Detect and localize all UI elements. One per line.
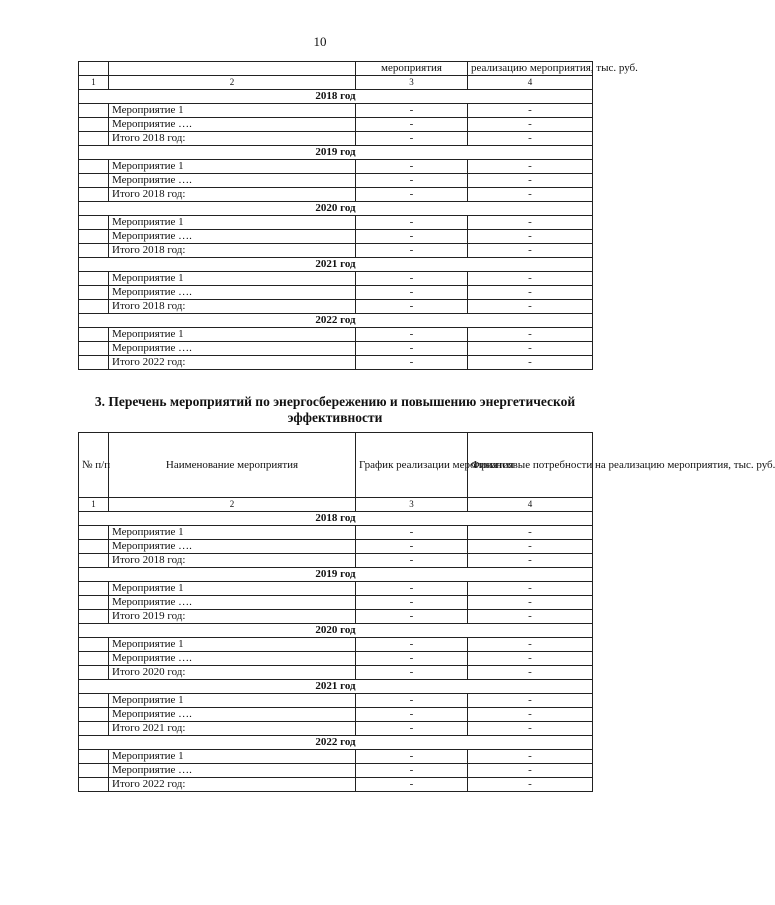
finance-value: - [468, 286, 593, 300]
event-name: Мероприятие 1 [109, 272, 356, 286]
event-name: Мероприятие 1 [109, 582, 356, 596]
row-number-cell [79, 596, 109, 610]
table-row [79, 764, 593, 778]
finance-value: - [468, 272, 593, 286]
finance-value: - [468, 722, 593, 736]
event-name: Мероприятие …. [109, 286, 356, 300]
row-number-cell [79, 540, 109, 554]
row-number-cell [79, 300, 109, 314]
header-cell-schedule: График реализации мероприятия [356, 433, 468, 498]
schedule-value: - [356, 104, 468, 118]
row-number-cell [79, 118, 109, 132]
event-name: Мероприятие …. [109, 540, 356, 554]
year-row [79, 568, 593, 582]
schedule-value: - [356, 328, 468, 342]
row-number-cell [79, 708, 109, 722]
schedule-value: - [356, 132, 468, 146]
column-number: 4 [468, 498, 593, 512]
row-number-cell [79, 132, 109, 146]
table-row [79, 286, 593, 300]
table-row [79, 272, 593, 286]
table-row [79, 244, 593, 258]
row-number-cell [79, 610, 109, 624]
finance-value: - [468, 750, 593, 764]
row-number-cell [79, 778, 109, 792]
year-heading: 2019 год [79, 568, 593, 582]
table-row [79, 174, 593, 188]
year-row [79, 90, 593, 104]
event-name: Мероприятие 1 [109, 160, 356, 174]
finance-value: - [468, 778, 593, 792]
schedule-value: - [356, 666, 468, 680]
event-name: Мероприятие 1 [109, 328, 356, 342]
year-row [79, 680, 593, 694]
row-number-cell [79, 764, 109, 778]
table-row [79, 356, 593, 370]
column-number: 3 [356, 498, 468, 512]
year-heading: 2018 год [79, 512, 593, 526]
schedule-value: - [356, 652, 468, 666]
year-heading: 2020 год [79, 624, 593, 638]
header-cell-name: Наименование мероприятия [109, 433, 356, 498]
event-name: Мероприятие …. [109, 342, 356, 356]
year-heading: 2018 год [79, 90, 593, 104]
table-row [79, 300, 593, 314]
total-label: Итого 2018 год: [109, 188, 356, 202]
row-number-cell [79, 638, 109, 652]
finance-value: - [468, 188, 593, 202]
table-row [79, 554, 593, 568]
column-number: 2 [109, 76, 356, 90]
year-heading: 2022 год [79, 736, 593, 750]
table-row [79, 722, 593, 736]
finance-value: - [468, 132, 593, 146]
event-name: Мероприятие 1 [109, 526, 356, 540]
finance-value: - [468, 244, 593, 258]
row-number-cell [79, 160, 109, 174]
event-name: Мероприятие …. [109, 764, 356, 778]
table-row [79, 540, 593, 554]
table-row [79, 750, 593, 764]
finance-value: - [468, 328, 593, 342]
table-row [79, 708, 593, 722]
energy-saving-events-table [78, 432, 775, 792]
table-row [79, 118, 593, 132]
event-name: Мероприятие …. [109, 118, 356, 132]
event-name: Мероприятие …. [109, 652, 356, 666]
schedule-value: - [356, 554, 468, 568]
schedule-value: - [356, 356, 468, 370]
schedule-value: - [356, 694, 468, 708]
total-label: Итого 2022 год: [109, 778, 356, 792]
total-label: Итого 2022 год: [109, 356, 356, 370]
finance-value: - [468, 652, 593, 666]
schedule-value: - [356, 174, 468, 188]
table-row [79, 610, 593, 624]
schedule-value: - [356, 216, 468, 230]
table-row [79, 526, 593, 540]
finance-value: - [468, 174, 593, 188]
column-number: 2 [109, 498, 356, 512]
event-name: Мероприятие 1 [109, 750, 356, 764]
event-name: Мероприятие 1 [109, 104, 356, 118]
schedule-value: - [356, 540, 468, 554]
finance-value: - [468, 666, 593, 680]
year-row [79, 146, 593, 160]
finance-value: - [468, 230, 593, 244]
year-row [79, 202, 593, 216]
header-cell-finance: Финансовые потребности на реализацию мероприятия, тыс. руб. [468, 433, 593, 498]
column-number: 3 [356, 76, 468, 90]
row-number-cell [79, 582, 109, 596]
header-cell-name [109, 62, 356, 76]
event-name: Мероприятие …. [109, 230, 356, 244]
row-number-cell [79, 174, 109, 188]
finance-value: - [468, 554, 593, 568]
schedule-value: - [356, 638, 468, 652]
section-heading: 3. Перечень мероприятий по энергосбережению и повышению энергетической эффективности [94, 394, 576, 426]
row-number-cell [79, 328, 109, 342]
schedule-value: - [356, 118, 468, 132]
year-row [79, 258, 593, 272]
event-name: Мероприятие 1 [109, 694, 356, 708]
year-heading: 2021 год [79, 680, 593, 694]
row-number-cell [79, 272, 109, 286]
year-heading: 2020 год [79, 202, 593, 216]
event-name: Мероприятие 1 [109, 638, 356, 652]
schedule-value: - [356, 722, 468, 736]
schedule-value: - [356, 272, 468, 286]
schedule-value: - [356, 708, 468, 722]
table-row [79, 582, 593, 596]
energy-saving-events-table-body [79, 433, 775, 792]
table-row [79, 104, 593, 118]
row-number-cell [79, 356, 109, 370]
schedule-value: - [356, 230, 468, 244]
finance-value: - [468, 356, 593, 370]
total-label: Итого 2018 год: [109, 132, 356, 146]
finance-value: - [468, 708, 593, 722]
column-number: 4 [468, 76, 593, 90]
schedule-value: - [356, 300, 468, 314]
year-heading: 2021 год [79, 258, 593, 272]
total-label: Итого 2021 год: [109, 722, 356, 736]
total-label: Итого 2018 год: [109, 554, 356, 568]
table-row [79, 328, 593, 342]
schedule-value: - [356, 188, 468, 202]
year-heading: 2022 год [79, 314, 593, 328]
finance-value: - [468, 342, 593, 356]
schedule-value: - [356, 342, 468, 356]
event-name: Мероприятие 1 [109, 216, 356, 230]
finance-value: - [468, 638, 593, 652]
schedule-value: - [356, 778, 468, 792]
table-row [79, 132, 593, 146]
year-row [79, 512, 593, 526]
finance-value: - [468, 582, 593, 596]
finance-value: - [468, 160, 593, 174]
event-name: Мероприятие …. [109, 708, 356, 722]
row-number-cell [79, 652, 109, 666]
schedule-value: - [356, 160, 468, 174]
finance-value: - [468, 694, 593, 708]
event-name: Мероприятие …. [109, 174, 356, 188]
event-name: Мероприятие …. [109, 596, 356, 610]
row-number-cell [79, 750, 109, 764]
row-number-cell [79, 666, 109, 680]
finance-value: - [468, 104, 593, 118]
row-number-cell [79, 694, 109, 708]
schedule-value: - [356, 244, 468, 258]
events-table-continued [78, 61, 638, 370]
column-number-row [79, 76, 593, 90]
row-number-cell [79, 104, 109, 118]
row-number-cell [79, 286, 109, 300]
finance-value: - [468, 526, 593, 540]
finance-value: - [468, 610, 593, 624]
row-number-cell [79, 526, 109, 540]
row-number-cell [79, 230, 109, 244]
schedule-value: - [356, 596, 468, 610]
column-number: 1 [79, 498, 109, 512]
header-cell-schedule: мероприятия [356, 62, 468, 76]
schedule-value: - [356, 526, 468, 540]
page-number: 10 [313, 34, 327, 49]
total-label: Итого 2018 год: [109, 244, 356, 258]
header-cell-number: № п/п [79, 433, 109, 498]
header-cell-number [79, 62, 109, 76]
table-row [79, 160, 593, 174]
year-row [79, 314, 593, 328]
schedule-value: - [356, 610, 468, 624]
table-row [79, 666, 593, 680]
table-row [79, 778, 593, 792]
year-row [79, 624, 593, 638]
finance-value: - [468, 216, 593, 230]
total-label: Итого 2019 год: [109, 610, 356, 624]
schedule-value: - [356, 764, 468, 778]
events-table-continued-body [79, 62, 638, 370]
table-header-row [79, 62, 593, 76]
row-number-cell [79, 342, 109, 356]
row-number-cell [79, 216, 109, 230]
table-row [79, 230, 593, 244]
table-row [79, 652, 593, 666]
table-row [79, 694, 593, 708]
finance-value: - [468, 118, 593, 132]
column-number: 1 [79, 76, 109, 90]
table-row [79, 342, 593, 356]
year-row [79, 736, 593, 750]
finance-value: - [468, 764, 593, 778]
year-heading: 2019 год [79, 146, 593, 160]
table-row [79, 638, 593, 652]
table-header-row [79, 433, 593, 498]
row-number-cell [79, 244, 109, 258]
total-label: Итого 2018 год: [109, 300, 356, 314]
row-number-cell [79, 554, 109, 568]
table-row [79, 188, 593, 202]
column-number-row [79, 498, 593, 512]
row-number-cell [79, 722, 109, 736]
schedule-value: - [356, 750, 468, 764]
schedule-value: - [356, 582, 468, 596]
row-number-cell [79, 188, 109, 202]
schedule-value: - [356, 286, 468, 300]
table-row [79, 216, 593, 230]
finance-value: - [468, 596, 593, 610]
total-label: Итого 2020 год: [109, 666, 356, 680]
finance-value: - [468, 540, 593, 554]
header-cell-finance: реализацию мероприятия, тыс. руб. [468, 62, 593, 76]
finance-value: - [468, 300, 593, 314]
table-row [79, 596, 593, 610]
